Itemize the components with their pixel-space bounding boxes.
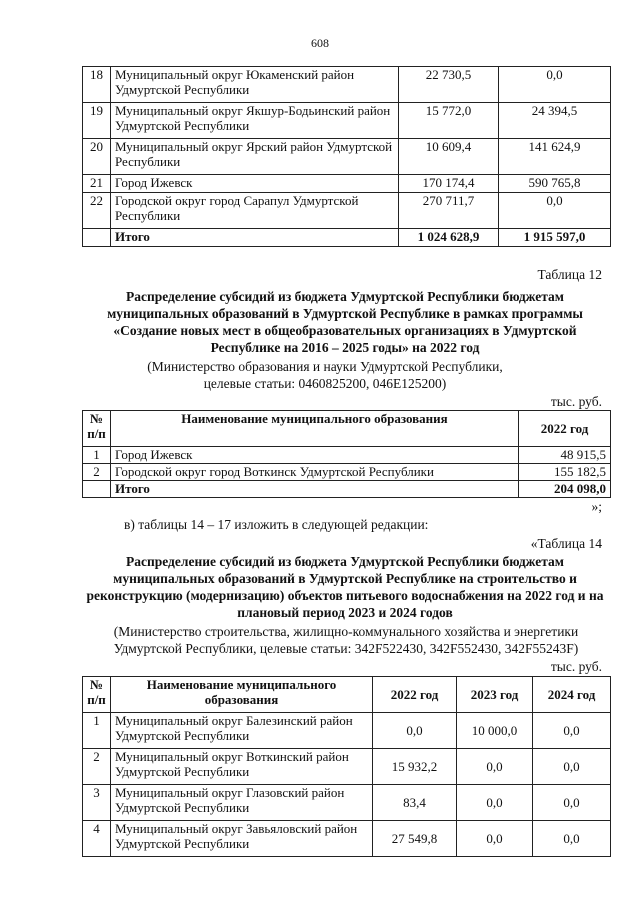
table-row (83, 464, 611, 481)
row-name: Городской округ город Воткинск Удмуртской Республики (111, 464, 519, 481)
table12-subtitle-1: (Министерство образования и науки Удмуртской Республики, (147, 359, 503, 374)
row-value-2: 0,0 (499, 193, 611, 229)
row-value-2: 24 394,5 (499, 103, 611, 139)
row-name: Город Ижевск (111, 175, 399, 193)
row-number: 20 (83, 139, 111, 175)
row-number: 22 (83, 193, 111, 229)
row-value-2024: 0,0 (533, 749, 611, 785)
header-number: № п/п (83, 411, 111, 447)
row-number: 1 (83, 713, 111, 749)
row-value-2024: 0,0 (533, 821, 611, 857)
table14-label: «Таблица 14 (530, 536, 602, 551)
total-value-2: 1 915 597,0 (499, 229, 611, 247)
table12-units: тыс. руб. (550, 394, 602, 409)
total-value-1: 1 024 628,9 (399, 229, 499, 247)
row-number: 19 (83, 103, 111, 139)
table-header-row (83, 411, 611, 447)
table12-label: Таблица 12 (537, 267, 602, 282)
row-value: 48 915,5 (519, 447, 611, 464)
table-12 (82, 410, 611, 498)
header-2023: 2023 год (457, 677, 533, 713)
row-value-2024: 0,0 (533, 713, 611, 749)
header-name: Наименование муниципального образования (111, 411, 519, 447)
row-name: Городской округ город Сарапул Удмуртской Республики (111, 193, 399, 229)
table12-title: Распределение субсидий из бюджета Удмуртской Республики бюджетам муниципальных образований в Удмуртской Республике в рамках программы «Создание новых мест в общеобразовательных организациях в Удмуртской Республике на 2016 – 2025 годы» на 2022 год (107, 289, 583, 355)
row-value-2023: 10 000,0 (457, 713, 533, 749)
total-label: Итого (111, 481, 519, 498)
table12-closing: »; (591, 499, 602, 514)
row-name: Город Ижевск (111, 447, 519, 464)
header-number: № п/п (83, 677, 111, 713)
table14-subtitle-1: (Министерство строительства, жилищно-коммунального хозяйства и энергетики (113, 624, 579, 639)
row-value-1: 15 772,0 (399, 103, 499, 139)
total-row (83, 229, 611, 247)
table14-title: Распределение субсидий из бюджета Удмуртской Республики бюджетам муниципальных образований в Удмуртской Республике на строительство и реконструкцию (модернизацию) объектов питьевого водоснабжения на 2022 год и на плановый период 2023 и 2024 годов (86, 554, 604, 620)
row-value-1: 170 174,4 (399, 175, 499, 193)
table-row (83, 103, 611, 139)
row-value: 155 182,5 (519, 464, 611, 481)
table12-subtitle-2: целевые статьи: 0460825200, 046E125200) (203, 376, 447, 391)
row-value-2022: 15 932,2 (373, 749, 457, 785)
row-name: Муниципальный округ Балезинский район Удмуртской Республики (111, 713, 373, 749)
row-value-2022: 27 549,8 (373, 821, 457, 857)
row-name: Муниципальный округ Глазовский район Удмуртской Республики (111, 785, 373, 821)
row-name: Муниципальный округ Якшур-Бодьинский район Удмуртской Республики (111, 103, 399, 139)
row-value-2023: 0,0 (457, 749, 533, 785)
row-number: 1 (83, 447, 111, 464)
total-value: 204 098,0 (519, 481, 611, 498)
header-2022: 2022 год (519, 411, 611, 447)
total-label: Итого (111, 229, 399, 247)
table-row (83, 67, 611, 103)
table-row (83, 447, 611, 464)
row-value-2: 590 765,8 (499, 175, 611, 193)
row-name: Муниципальный округ Юкаменский район Удмуртской Республики (111, 67, 399, 103)
row-value-2022: 83,4 (373, 785, 457, 821)
row-number: 3 (83, 785, 111, 821)
instruction-text: в) таблицы 14 – 17 изложить в следующей редакции: (124, 517, 429, 532)
header-2024: 2024 год (533, 677, 611, 713)
table-row (83, 175, 611, 193)
row-value-2023: 0,0 (457, 821, 533, 857)
table-continued (82, 66, 611, 247)
row-name: Муниципальный округ Воткинский район Удмуртской Республики (111, 749, 373, 785)
row-value-1: 270 711,7 (399, 193, 499, 229)
row-number: 4 (83, 821, 111, 857)
row-number: 18 (83, 67, 111, 103)
total-row (83, 481, 611, 498)
table14-units: тыс. руб. (550, 659, 602, 674)
row-value-1: 10 609,4 (399, 139, 499, 175)
row-value-2022: 0,0 (373, 713, 457, 749)
table-row (83, 713, 611, 749)
row-value-2023: 0,0 (457, 785, 533, 821)
table-header-row (83, 677, 611, 713)
row-number: 21 (83, 175, 111, 193)
table-14 (82, 676, 611, 857)
row-value-1: 22 730,5 (399, 67, 499, 103)
row-number: 2 (83, 464, 111, 481)
page-number: 608 (311, 36, 329, 50)
row-name: Муниципальный округ Завьяловский район Удмуртской Республики (111, 821, 373, 857)
table-row (83, 139, 611, 175)
header-name: Наименование муниципального образования (111, 677, 373, 713)
table14-subtitle-2: Удмуртской Республики, целевые статьи: 342F522430, 342F552430, 342F55243F) (113, 641, 579, 656)
table-row (83, 193, 611, 229)
row-value-2: 141 624,9 (499, 139, 611, 175)
row-value-2: 0,0 (499, 67, 611, 103)
table-row (83, 821, 611, 857)
table-row (83, 785, 611, 821)
row-name: Муниципальный округ Ярский район Удмуртской Республики (111, 139, 399, 175)
table-row (83, 749, 611, 785)
row-number: 2 (83, 749, 111, 785)
header-2022: 2022 год (373, 677, 457, 713)
row-value-2024: 0,0 (533, 785, 611, 821)
